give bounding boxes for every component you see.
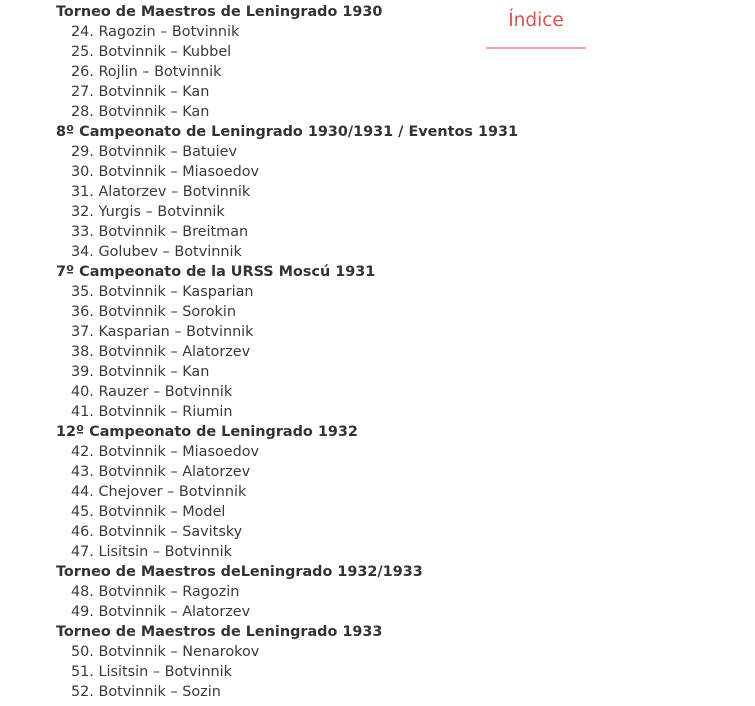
game-link[interactable]: 35. Botvinnik – Kasparian — [71, 284, 254, 300]
game-link[interactable]: 38. Botvinnik – Alatorzev — [71, 344, 251, 360]
game-link[interactable]: 46. Botvinnik – Savitsky — [71, 524, 243, 540]
game-link[interactable]: 39. Botvinnik – Kan — [71, 364, 210, 380]
game-link[interactable]: 41. Botvinnik – Riumin — [71, 404, 233, 420]
index-underline — [486, 47, 586, 49]
game-link[interactable]: 44. Chejover – Botvinnik — [71, 484, 247, 500]
game-link[interactable]: 49. Botvinnik – Alatorzev — [71, 604, 251, 620]
game-link[interactable]: 24. Ragozin – Botvinnik — [71, 24, 240, 40]
section-group — [56, 262, 486, 422]
game-link[interactable]: 26. Rojlin – Botvinnik — [71, 64, 222, 80]
game-link[interactable]: 32. Yurgis – Botvinnik — [71, 204, 225, 220]
section-group — [56, 422, 486, 562]
game-link[interactable]: 40. Rauzer – Botvinnik — [71, 384, 233, 400]
game-link[interactable]: 28. Botvinnik – Kan — [71, 104, 210, 120]
game-link[interactable]: 47. Lisitsin – Botvinnik — [71, 544, 232, 560]
game-link[interactable]: 50. Botvinnik – Nenarokov — [71, 644, 260, 660]
section-title: Torneo de Maestros deLeningrado 1932/1933 — [56, 564, 423, 580]
section-group — [56, 2, 486, 122]
game-link[interactable]: 48. Botvinnik – Ragozin — [71, 584, 240, 600]
section-title: 8º Campeonato de Leningrado 1930/1931 / Eventos 1931 — [56, 124, 519, 140]
section-title: Torneo de Maestros de Leningrado 1930 — [56, 4, 383, 20]
game-link[interactable]: 29. Botvinnik – Batuiev — [71, 144, 238, 160]
game-link[interactable]: 33. Botvinnik – Breitman — [71, 224, 249, 240]
index-nav — [486, 8, 586, 49]
section-group — [56, 122, 519, 262]
game-link[interactable]: 25. Botvinnik – Kubbel — [71, 44, 232, 60]
section-group — [56, 622, 486, 702]
game-link[interactable]: 37. Kasparian – Botvinnik — [71, 324, 254, 340]
game-link[interactable]: 45. Botvinnik – Model — [71, 504, 226, 520]
game-link[interactable]: 52. Botvinnik – Sozin — [71, 684, 221, 700]
game-link[interactable]: 51. Lisitsin – Botvinnik — [71, 664, 232, 680]
section-title: Torneo de Maestros de Leningrado 1933 — [56, 624, 383, 640]
game-link[interactable]: 42. Botvinnik – Miasoedov — [71, 444, 260, 460]
game-link[interactable]: 27. Botvinnik – Kan — [71, 84, 210, 100]
index-link[interactable]: Índice — [508, 10, 564, 31]
table-of-contents — [56, 2, 519, 702]
game-link[interactable]: 36. Botvinnik – Sorokin — [71, 304, 237, 320]
game-link[interactable]: 43. Botvinnik – Alatorzev — [71, 464, 251, 480]
section-group — [56, 562, 486, 622]
section-title: 12º Campeonato de Leningrado 1932 — [56, 424, 358, 440]
game-link[interactable]: 31. Alatorzev – Botvinnik — [71, 184, 251, 200]
section-title: 7º Campeonato de la URSS Moscú 1931 — [56, 264, 376, 280]
game-link[interactable]: 30. Botvinnik – Miasoedov — [71, 164, 260, 180]
game-link[interactable]: 34. Golubev – Botvinnik — [71, 244, 242, 260]
